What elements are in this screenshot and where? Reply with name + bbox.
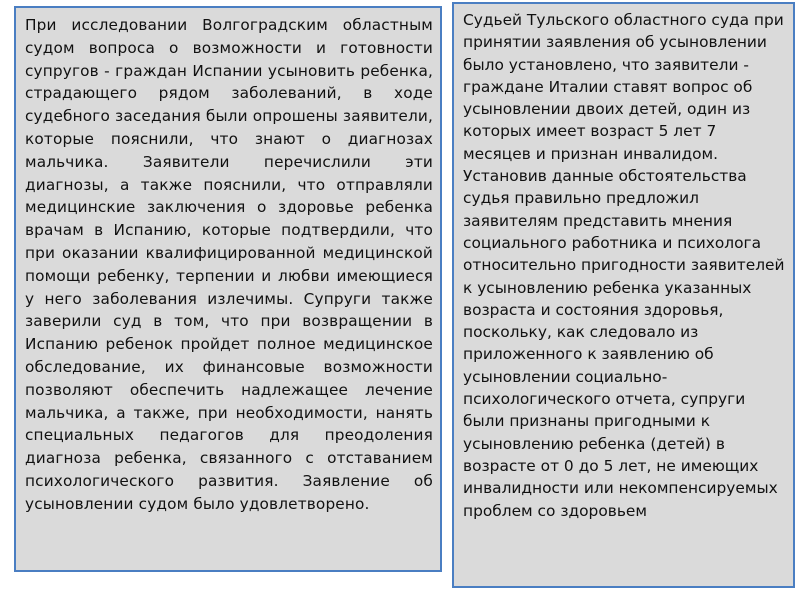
right-case-text-box xyxy=(452,2,795,588)
right-case-paragraph: Судьей Тульского областного суда при принятии заявления об усыновлении было установлено, что заявители - граждане Италии ставят вопрос об усыновлении двоих детей, один из которых имеет возраст 5 лет 7 месяцев и признан инвалидом. Установив данные обстоятельства судья правильно предложил заявителям представить мнения социального работника и психолога относительно пригодности заявителей к усыновлению ребенка указанных возраста и состояния здоровья, поскольку, как следовало из приложенного к заявлению об усыновлении социально-психологического отчета, супруги были признаны пригодными к усыновлению ребенка (детей) в возрасте от 0 до 5 лет, не имеющих инвалидности или некомпенсируемых проблем со здоровьем xyxy=(463,11,785,520)
left-case-text-box xyxy=(14,6,442,572)
left-case-paragraph: При исследовании Волгоградским областным судом вопроса о возможности и готовности супругов - граждан Испании усыновить ребенка, страдающего рядом заболеваний, в ходе судебного заседания были опрошены заявители, которые пояснили, что знают о диагнозах мальчика. Заявители перечислили эти диагнозы, а также пояснили, что отправляли медицинские заключения о здоровье ребенка врачам в Испанию, которые подтвердили, что при оказании квалифицированной медицинской помощи ребенку, терпении и любви имеющиеся у него заболевания излечимы. Супруги также заверили суд в том, что при возвращении в Испанию ребенок пройдет полное медицинское обследование, их финансовые возможности позволяют обеспечить надлежащее лечение мальчика, а также, при необходимости, нанять специальных педагогов для преодоления диагноза ребенка, связанного с отставанием психологического развития. Заявление об усыновлении судом было удовлетворено. xyxy=(25,16,433,513)
